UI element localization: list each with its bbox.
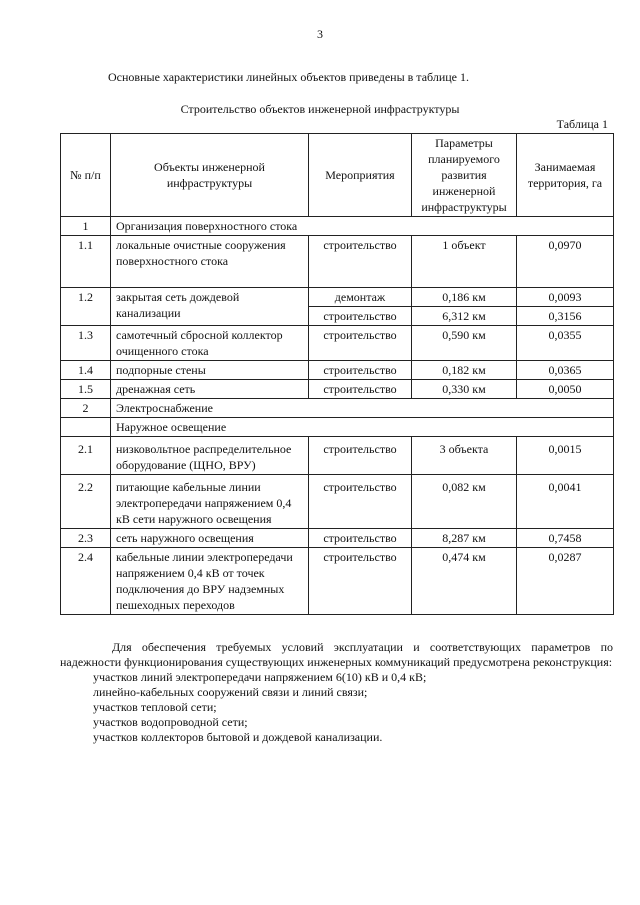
row-num: 1 <box>61 217 111 236</box>
territory: 0,0093 <box>517 288 614 307</box>
parameter: 8,287 км <box>412 529 517 548</box>
territory: 0,0970 <box>517 236 614 288</box>
table-row <box>61 380 614 399</box>
measure: строительство <box>309 548 412 615</box>
table-header-row <box>61 134 614 217</box>
reconstruction-section <box>60 640 613 745</box>
header-territory: Занимаемая территория, га <box>517 134 614 217</box>
measure: строительство <box>309 437 412 475</box>
territory: 0,0015 <box>517 437 614 475</box>
parameter: 0,474 км <box>412 548 517 615</box>
object-name: питающие кабельные линии электропередачи напряжением 0,4 кВ сети наружного освещения <box>111 475 309 529</box>
table-row <box>61 529 614 548</box>
row-num: 1.4 <box>61 361 111 380</box>
row-num: 1.5 <box>61 380 111 399</box>
header-measures: Мероприятия <box>309 134 412 217</box>
table-label: Таблица 1 <box>556 117 608 131</box>
list-item: участков коллекторов бытовой и дождевой канализации. <box>93 730 383 744</box>
page-number: 3 <box>317 27 323 41</box>
territory: 0,7458 <box>517 529 614 548</box>
table-row <box>61 326 614 361</box>
object-name: самотечный сбросной коллектор очищенного стока <box>111 326 309 361</box>
parameter: 0,186 км <box>412 288 517 307</box>
header-params: Параметры планируемого развития инженерной инфраструктуры <box>412 134 517 217</box>
table-row <box>61 548 614 615</box>
table-row <box>61 437 614 475</box>
object-name: низковольтное распределительное оборудование (ЩНО, ВРУ) <box>111 437 309 475</box>
territory: 0,3156 <box>517 307 614 326</box>
row-num: 2 <box>61 399 111 418</box>
row-num: 1.1 <box>61 236 111 288</box>
section-row <box>61 217 614 236</box>
list-item: участков водопроводной сети; <box>93 715 248 729</box>
row-num: 2.4 <box>61 548 111 615</box>
parameter: 0,330 км <box>412 380 517 399</box>
measure: строительство <box>309 529 412 548</box>
intro-text: Основные характеристики линейных объектов приведены в таблице 1. <box>108 70 469 84</box>
parameter: 1 объект <box>412 236 517 288</box>
measure: строительство <box>309 361 412 380</box>
list-item: участков линий электропередачи напряжением 6(10) кВ и 0,4 кВ; <box>93 670 427 684</box>
parameter: 3 объекта <box>412 437 517 475</box>
measure: строительство <box>309 380 412 399</box>
territory: 0,0041 <box>517 475 614 529</box>
measure: строительство <box>309 475 412 529</box>
measure: строительство <box>309 236 412 288</box>
infrastructure-table <box>60 133 614 615</box>
row-num: 2.1 <box>61 437 111 475</box>
object-name: кабельные линии электропередачи напряжением 0,4 кВ от точек подключения до ВРУ надземных пешеходных переходов <box>111 548 309 615</box>
subsection-row <box>61 418 614 437</box>
object-name: дренажная сеть <box>111 380 309 399</box>
table-title: Строительство объектов инженерной инфраструктуры <box>180 102 460 116</box>
header-num: № п/п <box>61 134 111 217</box>
table-row <box>61 475 614 529</box>
section-row <box>61 399 614 418</box>
measure: строительство <box>309 307 412 326</box>
list-item: линейно-кабельных сооружений связи и линий связи; <box>93 685 368 699</box>
section-title: Электроснабжение <box>111 399 614 418</box>
territory: 0,0287 <box>517 548 614 615</box>
territory: 0,0050 <box>517 380 614 399</box>
subsection-title: Наружное освещение <box>111 418 614 437</box>
object-name: подпорные стены <box>111 361 309 380</box>
row-num: 2.2 <box>61 475 111 529</box>
table-row <box>61 361 614 380</box>
table-row <box>61 288 614 307</box>
list-item: участков тепловой сети; <box>93 700 217 714</box>
reconstruction-paragraph: Для обеспечения требуемых условий эксплуатации и соответствующих параметров по надежности функционирования существующих инженерных коммуникаций предусмотрена реконструкция: <box>60 640 613 669</box>
measure: демонтаж <box>309 288 412 307</box>
row-num: 1.3 <box>61 326 111 361</box>
section-title: Организация поверхностного стока <box>111 217 614 236</box>
parameter: 6,312 км <box>412 307 517 326</box>
row-num: 2.3 <box>61 529 111 548</box>
territory: 0,0355 <box>517 326 614 361</box>
parameter: 0,082 км <box>412 475 517 529</box>
object-name: сеть наружного освещения <box>111 529 309 548</box>
object-name: локальные очистные сооружения поверхностного стока <box>111 236 309 288</box>
parameter: 0,182 км <box>412 361 517 380</box>
object-name: закрытая сеть дождевой канализации <box>111 288 309 326</box>
parameter: 0,590 км <box>412 326 517 361</box>
header-objects: Объекты инженерной инфраструктуры <box>111 134 309 217</box>
table-row <box>61 236 614 288</box>
row-num-empty <box>61 418 111 437</box>
measure: строительство <box>309 326 412 361</box>
row-num: 1.2 <box>61 288 111 326</box>
territory: 0,0365 <box>517 361 614 380</box>
